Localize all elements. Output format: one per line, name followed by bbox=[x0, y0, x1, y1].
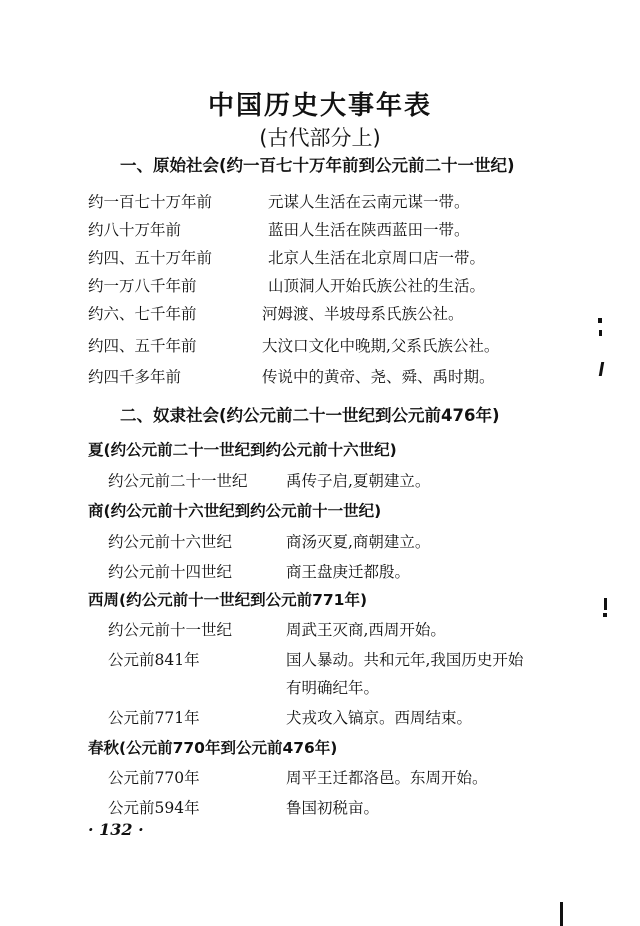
period-heading-shang: 商(约公元前十六世纪到约公元前十一世纪) bbox=[88, 502, 382, 520]
scan-speck bbox=[598, 318, 602, 323]
row-event: 商汤灭夏,商朝建立。 bbox=[286, 533, 431, 551]
row-date: 约四千多年前 bbox=[88, 368, 182, 386]
row-event: 禹传子启,夏朝建立。 bbox=[286, 472, 431, 490]
row-event: 山顶洞人开始氏族公社的生活。 bbox=[268, 277, 486, 295]
page-title: 中国历史大事年表 bbox=[207, 91, 432, 121]
row-date: 公元前771年 bbox=[108, 709, 200, 727]
scan-speck bbox=[599, 362, 604, 376]
row-date: 约四、五千年前 bbox=[88, 337, 197, 355]
row-date: 约公元前二十一世纪 bbox=[108, 472, 248, 490]
row-date: 约八十万年前 bbox=[88, 221, 182, 239]
row-date: 约公元前十四世纪 bbox=[108, 563, 233, 581]
row-date: 约六、七千年前 bbox=[88, 305, 197, 323]
row-event: 周武王灭商,西周开始。 bbox=[286, 621, 446, 639]
period-heading-xia: 夏(约公元前二十一世纪到约公元前十六世纪) bbox=[88, 441, 397, 459]
row-event: 商王盘庚迁都殷。 bbox=[286, 563, 411, 581]
row-date: 约公元前十一世纪 bbox=[108, 621, 233, 639]
scan-speck bbox=[603, 613, 607, 617]
row-date: 约一万八千年前 bbox=[88, 277, 197, 295]
period-heading-western-zhou: 西周(约公元前十一世纪到公元前771年) bbox=[88, 591, 368, 609]
row-date: 约一百七十万年前 bbox=[88, 193, 213, 211]
row-event-continuation: 有明确纪年。 bbox=[286, 679, 380, 697]
row-event: 鲁国初税亩。 bbox=[286, 799, 380, 817]
period-heading-spring-autumn: 春秋(公元前770年到公元前476年) bbox=[88, 739, 338, 757]
row-date: 约四、五十万年前 bbox=[88, 249, 213, 267]
row-event: 国人暴动。共和元年,我国历史开始 bbox=[286, 651, 524, 669]
row-event: 传说中的黄帝、尧、舜、禹时期。 bbox=[262, 368, 495, 386]
page-number: · 132 · bbox=[88, 820, 144, 839]
scan-speck bbox=[599, 330, 602, 336]
row-event: 大汶口文化中晚期,父系氏族公社。 bbox=[262, 337, 500, 355]
row-event: 河姆渡、半坡母系氏族公社。 bbox=[262, 305, 464, 323]
row-event: 蓝田人生活在陕西蓝田一带。 bbox=[268, 221, 470, 239]
section-heading-slave-society: 二、奴隶社会(约公元前二十一世纪到公元前476年) bbox=[120, 406, 500, 425]
section-heading-primitive-society: 一、原始社会(约一百七十万年前到公元前二十一世纪) bbox=[120, 156, 515, 175]
row-date: 公元前770年 bbox=[108, 769, 200, 787]
row-date: 公元前841年 bbox=[108, 651, 200, 669]
row-date: 约公元前十六世纪 bbox=[108, 533, 233, 551]
row-date: 公元前594年 bbox=[108, 799, 200, 817]
scan-speck bbox=[604, 598, 607, 610]
scan-edge-mark bbox=[560, 902, 563, 926]
row-event: 元谋人生活在云南元谋一带。 bbox=[268, 193, 470, 211]
row-event: 周平王迁都洛邑。东周开始。 bbox=[286, 769, 488, 787]
row-event: 北京人生活在北京周口店一带。 bbox=[268, 249, 486, 267]
page-subtitle: (古代部分上) bbox=[259, 126, 381, 150]
row-event: 犬戎攻入镐京。西周结束。 bbox=[286, 709, 473, 727]
